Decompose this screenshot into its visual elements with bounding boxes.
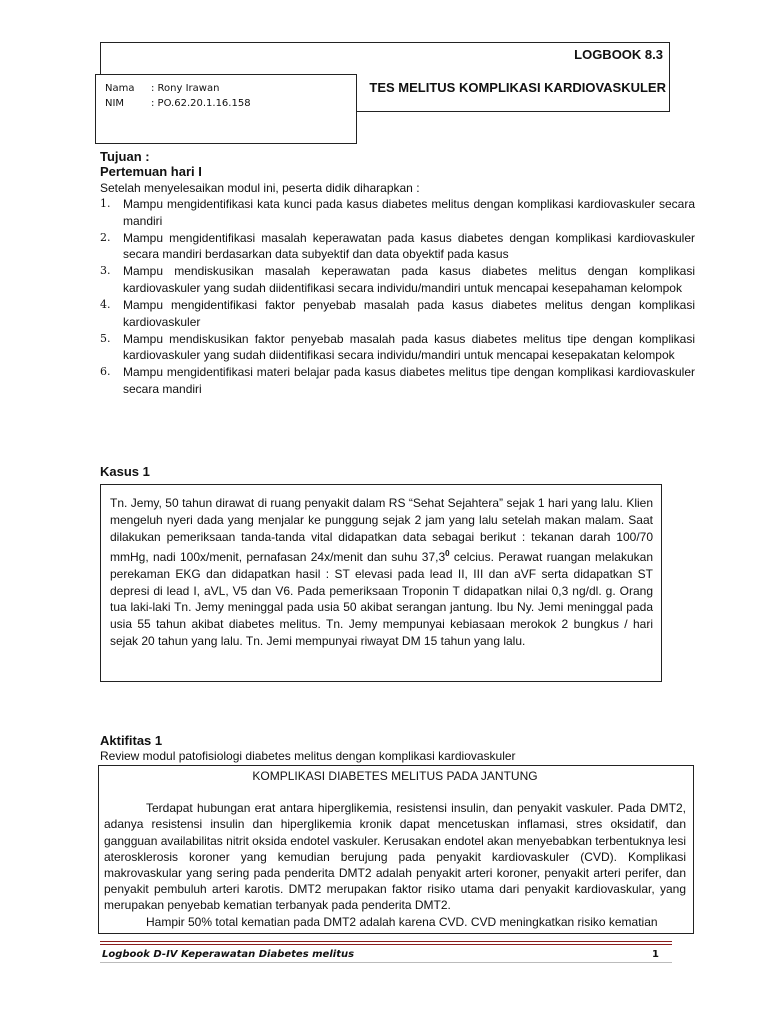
- objective-number: 4.: [100, 298, 111, 312]
- case-text-box: [100, 484, 662, 682]
- activity-subtitle: Review modul patofisiologi diabetes melitus dengan komplikasi kardiovaskuler: [100, 749, 516, 763]
- student-nim-row: [105, 98, 251, 109]
- objective-text: Mampu mendiskusikan masalah keperawatan pada kasus diabetes melitus dengan komplikasi kardiovaskuler yang sudah diidentifikasi secara individu/mandiri untuk mencapai kesepahaman kelompok: [123, 264, 695, 295]
- session-heading: Pertemuan hari I: [100, 164, 202, 179]
- objective-number: 1.: [100, 197, 111, 210]
- objective-item: [100, 364, 695, 397]
- objective-item: [100, 230, 695, 263]
- activity-paragraph: Hampir 50% total kematian pada DMT2 adalah karena CVD. CVD meningkatkan risiko kematian: [146, 914, 658, 929]
- logbook-number: LOGBOOK 8.3: [574, 47, 663, 62]
- module-title: TES MELITUS KOMPLIKASI KARDIOVASKULER: [369, 80, 666, 95]
- objective-text: Mampu mengidentifikasi faktor penyebab masalah pada kasus diabetes melitus dengan komplikasi kardiovaskuler: [123, 298, 695, 329]
- objective-text: Mampu mengidentifikasi materi belajar pada kasus diabetes melitus tipe dengan komplikasi kardiovaskuler secara mandiri: [123, 365, 695, 397]
- objective-number: 2.: [100, 230, 111, 244]
- footer-divider: [100, 941, 672, 942]
- case-heading: Kasus 1: [100, 464, 150, 479]
- name-label: Nama: [105, 83, 135, 94]
- objective-item: [100, 331, 695, 364]
- page-number: 1: [652, 949, 659, 960]
- footer-text: Logbook D-IV Keperawatan Diabetes melitus: [102, 949, 355, 960]
- objectives-intro: Setelah menyelesaikan modul ini, peserta didik diharapkan :: [100, 181, 420, 195]
- nim-label: NIM: [105, 98, 125, 109]
- objective-number: 6.: [100, 365, 111, 379]
- student-name-row: [105, 83, 219, 94]
- footer-underline: [100, 962, 672, 963]
- activity-box-title: KOMPLIKASI DIABETES MELITUS PADA JANTUNG: [252, 769, 538, 783]
- activity-heading: Aktifitas 1: [100, 733, 163, 748]
- degree-superscript: 0: [445, 548, 450, 558]
- objective-item: [100, 263, 695, 296]
- footer-divider: [100, 944, 672, 945]
- case-text-part2: celcius. Perawat ruangan melakukan perekaman EKG dan didapatkan hasil : ST elevasi pada lead II, III dan aVF serta didapatkan ST depresi di lead I, aVL, V5 dan V6. Pada pemeriksaan Troponin T didapatkan nilai 0,3 ng/dl. g. Orang tua laki-laki Tn. Jemy meninggal pada usia 50 akibat serangan jantung. Ibu Ny. Jemi meninggal pada usia 55 tahun akibat diabetes melitus. Tn. Jemy mempunyai kebiasaan merokok 2 bungkus / hari sejak 20 tahun yang lalu. Tn. Jemi mempunyai riwayat DM 15 tahun yang lalu.: [110, 549, 653, 649]
- objective-number: 3.: [100, 264, 111, 278]
- objective-number: 5.: [100, 331, 111, 345]
- case-text-part1: Tn. Jemy, 50 tahun dirawat di ruang penyakit dalam RS “Sehat Sejahtera” sejak 1 hari yang lalu. Klien mengeluh nyeri dada yang menjalar ke punggung sejak 2 jam yang lalu setelah makan malam. Saat dilakukan pemeriksaan tanda-tanda vital didapatkan data sebagai berikut : tekanan darah 100/70 mmHg, nadi 100x/menit, pernafasan 24x/menit dan suhu 37,3: [110, 496, 653, 564]
- student-id-box: [95, 74, 357, 144]
- objective-item: [100, 196, 695, 229]
- objectives-heading: Tujuan :: [100, 149, 150, 164]
- objective-text: Mampu mengidentifikasi masalah keperawatan pada kasus diabetes dengan komplikasi kardiovaskuler secara mandiri berdasarkan data subyektif dan data obyektif pada kasus: [123, 230, 695, 262]
- objective-text: Mampu mendiskusikan faktor penyebab masalah pada kasus diabetes melitus tipe dengan komplikasi kardiovaskuler yang sudah diidentifikasi secara individu/mandiri untuk mencapai kesepakatan kelompok: [123, 331, 695, 363]
- objective-text: Mampu mengidentifikasi kata kunci pada kasus diabetes melitus dengan komplikasi kardiovaskuler secara mandiri: [123, 197, 695, 228]
- activity-review-box: [98, 765, 694, 934]
- objectives-list: [100, 196, 695, 398]
- objective-item: [100, 297, 695, 330]
- name-value: : Rony Irawan: [151, 83, 220, 94]
- activity-paragraph: Terdapat hubungan erat antara hiperglikemia, resistensi insulin, dan penyakit vaskuler. Pada DMT2, adanya resistensi insulin dan hiperglikemia kronik dapat mencetuskan inflamasi, stres oksidatif, dan gangguan availabilitas nitrit oksida endotel vaskuler. Kerusakan endotel akan menyebabkan terbentuknya lesi aterosklerosis koroner yang kemudian berujung pada penyakit kardiovaskuler (CVD). Komplikasi makrovaskular yang sering pada penderita DMT2 adalah penyakit arteri koroner, penyakit arteri perifer, dan penyakit pembuluh arteri karotis. DMT2 merupakan faktor risiko utama dari penyakit kardiovaskular, yang merupakan penyebab kematian terbanyak pada penderita DMT2.: [104, 801, 686, 913]
- nim-value: : PO.62.20.1.16.158: [151, 98, 251, 109]
